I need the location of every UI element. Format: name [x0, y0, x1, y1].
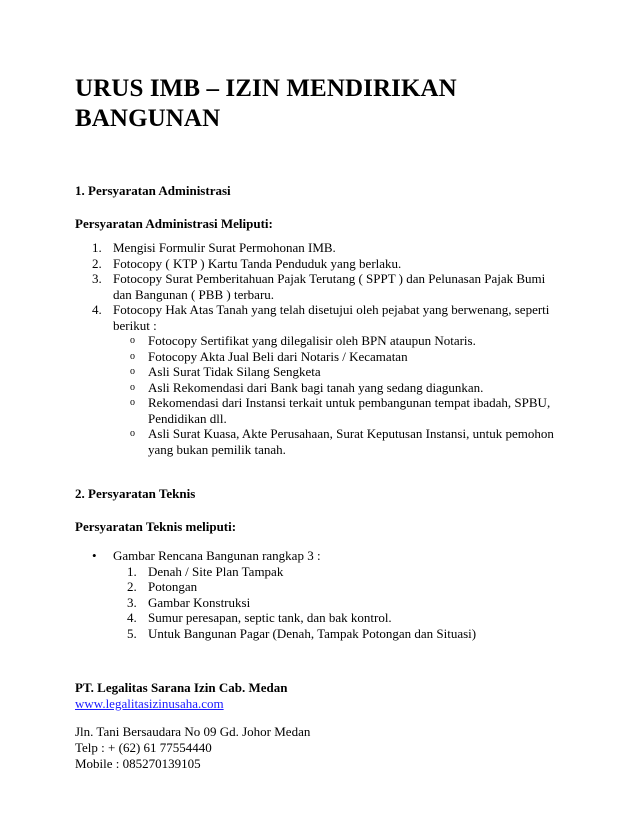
- list-item: [75, 302, 575, 333]
- list-number: 4.: [127, 610, 137, 625]
- circle-bullet-icon: o: [130, 366, 135, 377]
- list-text: Fotocopy ( KTP ) Kartu Tanda Penduduk yang berlaku.: [113, 255, 402, 271]
- sublist-text: Asli Surat Tidak Silang Sengketa: [148, 364, 321, 379]
- list-item: [75, 610, 575, 626]
- title-line-1: URUS IMB – IZIN MENDIRIKAN: [75, 75, 457, 102]
- mobile-text: Mobile : 085270139105: [75, 756, 201, 771]
- list-text: Denah / Site Plan Tampak: [148, 563, 284, 579]
- address-text: Jln. Tani Bersaudara No 09 Gd. Johor Medan: [75, 724, 311, 739]
- list-number: 2.: [92, 255, 102, 271]
- telp-text: Telp : + (62) 61 77554440: [75, 740, 212, 755]
- sublist-item: [75, 349, 575, 365]
- list-item: [75, 626, 575, 642]
- list-number: 3.: [127, 594, 137, 610]
- title-line-2: BANGUNAN: [75, 105, 221, 132]
- section1-heading: 1. Persyaratan Administrasi: [75, 183, 231, 198]
- sublist-text: Fotocopy Sertifikat yang dilegalisir oleh BPN ataupun Notaris.: [148, 333, 476, 348]
- bullet-text: Gambar Rencana Bangunan rangkap 3 :: [113, 548, 321, 563]
- website-link[interactable]: www.legalitasizinusaha.com: [75, 696, 224, 711]
- section1-list: [75, 240, 575, 333]
- circle-bullet-icon: o: [130, 428, 135, 439]
- list-item: [75, 579, 575, 595]
- sublist-item: [75, 364, 575, 380]
- circle-bullet-icon: o: [130, 350, 135, 362]
- sublist-item: [75, 395, 575, 426]
- section2-heading: 2. Persyaratan Teknis: [75, 486, 196, 501]
- section1-sublist: [75, 333, 575, 457]
- list-text: Fotocopy Surat Pemberitahuan Pajak Terutang ( SPPT ) dan Pelunasan Pajak Bumi dan Bangunan ( PBB ) terbaru.: [113, 271, 546, 302]
- bullet-icon: •: [92, 548, 97, 563]
- list-number: 3.: [92, 271, 102, 286]
- list-number: 1.: [127, 563, 137, 579]
- list-text: Sumur peresapan, septic tank, dan bak kontrol.: [148, 610, 392, 625]
- list-number: 4.: [92, 302, 102, 317]
- list-text: Untuk Bangunan Pagar (Denah, Tampak Potongan dan Situasi): [148, 625, 477, 641]
- circle-bullet-icon: o: [130, 397, 135, 408]
- section2-bullets: [75, 548, 575, 564]
- company-name: PT. Legalitas Sarana Izin Cab. Medan: [75, 680, 288, 695]
- document-page: [75, 74, 575, 772]
- sublist-item: [75, 426, 575, 457]
- page-title: [75, 74, 575, 134]
- sublist-item: [75, 333, 575, 349]
- list-item: [75, 271, 575, 302]
- list-item: [75, 256, 575, 272]
- list-item: [75, 564, 575, 580]
- list-item: [75, 595, 575, 611]
- circle-bullet-icon: o: [130, 335, 135, 346]
- circle-bullet-icon: o: [130, 381, 135, 393]
- section1-subheading: Persyaratan Administrasi Meliputi:: [75, 216, 273, 231]
- list-number: 1.: [92, 240, 102, 255]
- sublist-text: Asli Surat Kuasa, Akte Perusahaan, Surat Keputusan Instansi, untuk pemohon yang bukan pemilik tanah.: [148, 426, 554, 457]
- bullet-item: [75, 548, 575, 564]
- list-number: 2.: [127, 579, 137, 594]
- section2-list: [75, 564, 575, 642]
- sublist-text: Fotocopy Akta Jual Beli dari Notaris / Kecamatan: [148, 348, 408, 364]
- list-text: Gambar Konstruksi: [148, 594, 251, 610]
- list-item: [75, 240, 575, 256]
- sublist-item: [75, 380, 575, 396]
- sublist-text: Asli Rekomendasi dari Bank bagi tanah yang sedang diagunkan.: [148, 379, 484, 395]
- list-text: Fotocopy Hak Atas Tanah yang telah disetujui oleh pejabat yang berwenang, seperti berikut :: [113, 302, 550, 333]
- list-text: Mengisi Formulir Surat Permohonan IMB.: [113, 240, 336, 255]
- sublist-text: Rekomendasi dari Instansi terkait untuk pembangunan tempat ibadah, SPBU, Pendidikan dll.: [148, 395, 551, 426]
- section2-subheading: Persyaratan Teknis meliputi:: [75, 519, 237, 534]
- list-text: Potongan: [148, 579, 198, 594]
- list-number: 5.: [127, 625, 137, 641]
